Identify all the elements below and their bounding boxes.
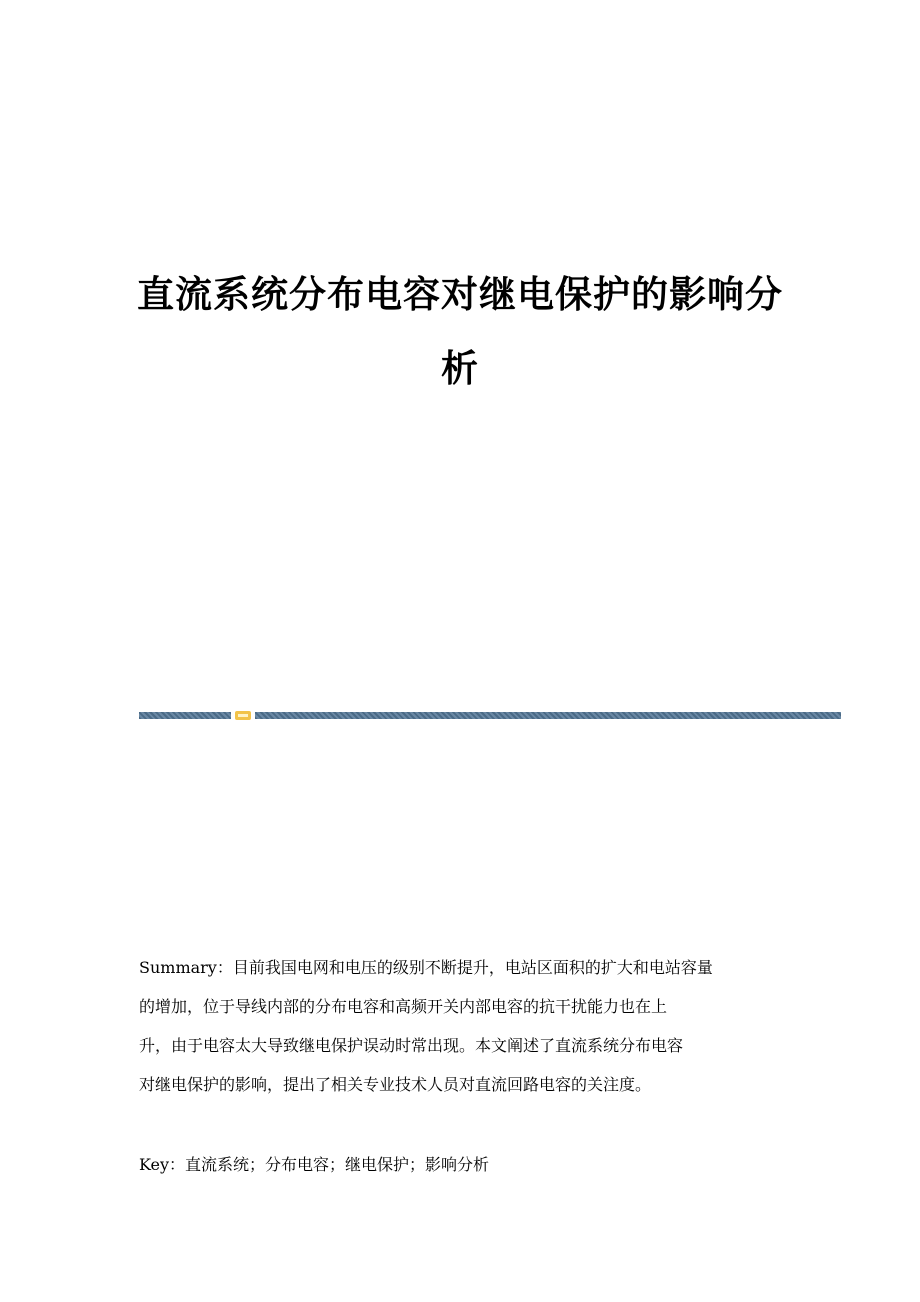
document-title [100,258,820,406]
divider-ornament-icon [235,711,251,720]
summary-line: 对继电保护的影响，提出了相关专业技术人员对直流回路电容的关注度。 [139,1075,652,1094]
summary-line: 的增加，位于导线内部的分布电容和高频开关内部电容的抗干扰能力也在上 [139,997,668,1016]
title-line-2: 析 [441,347,479,390]
title-line-1: 直流系统分布电容对继电保护的影响分 [137,273,783,316]
keywords-line: Key：直流系统；分布电容；继电保护；影响分析 [139,1155,490,1174]
decorative-divider [139,711,841,720]
divider-bar-right [255,712,841,719]
summary-line: 升，由于电容太大导致继电保护误动时常出现。本文阐述了直流系统分布电容 [139,1036,684,1055]
summary-line: Summary：目前我国电网和电压的级别不断提升，电站区面积的扩大和电站容量 [139,958,713,977]
divider-bar-left [139,712,231,719]
summary-paragraph [139,948,789,1104]
